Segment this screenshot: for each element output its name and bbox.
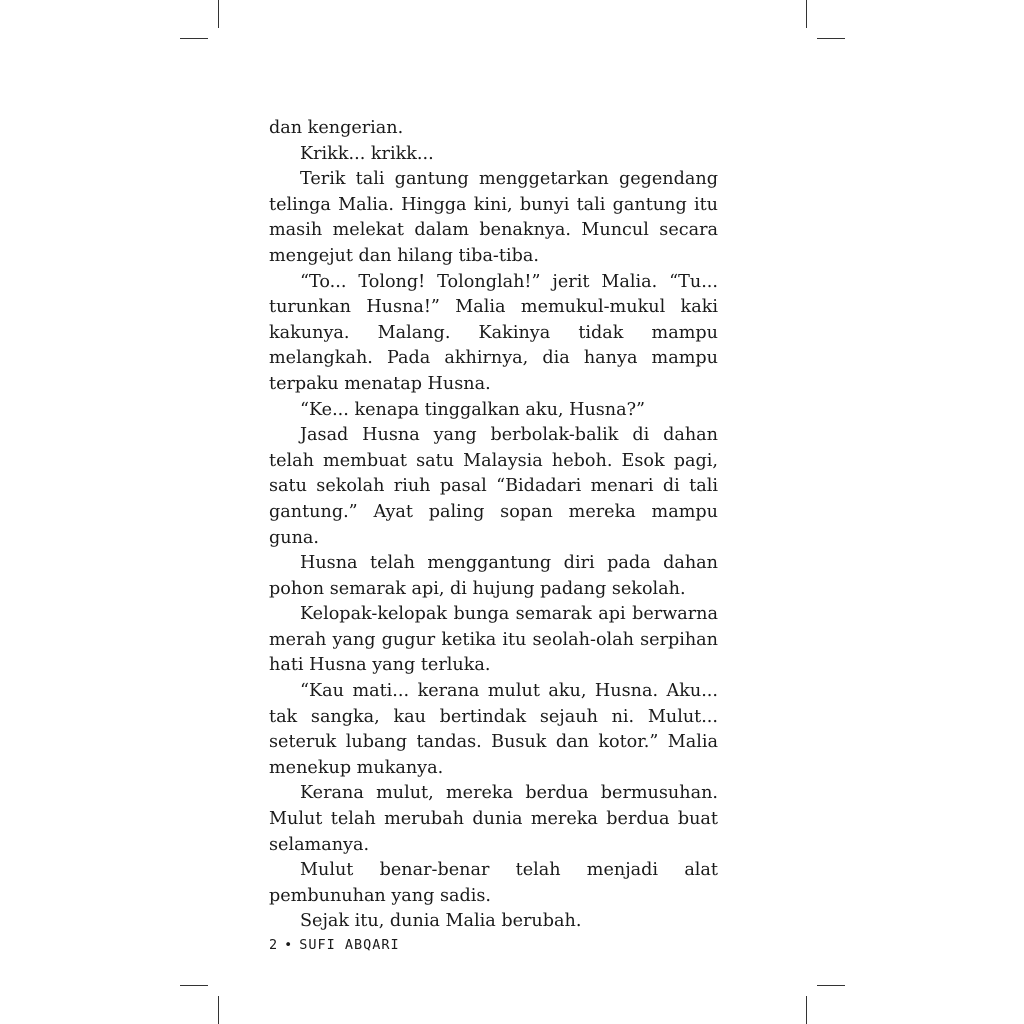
crop-mark-top-right-vertical xyxy=(806,0,807,28)
crop-mark-bottom-right-horizontal xyxy=(817,985,845,986)
paragraph: Husna telah menggantung diri pada dahan pohon semarak api, di hujung padang sekolah. xyxy=(269,553,718,599)
paragraph: Mulut benar-benar telah menjadi alat pembunuhan yang sadis. xyxy=(269,860,718,906)
crop-mark-top-left-horizontal xyxy=(180,38,208,39)
paragraph: Kerana mulut, mereka berdua bermusuhan. Mulut telah merubah dunia mereka berdua buat selamanya. xyxy=(269,783,718,855)
paragraph: Sejak itu, dunia Malia berubah. xyxy=(300,911,582,932)
paragraph: Terik tali gantung menggetarkan gegendang telinga Malia. Hingga kini, bunyi tali gantung itu masih melekat dalam benaknya. Muncul secara mengejut dan hilang tiba-tiba. xyxy=(269,169,718,266)
paragraph: “Ke... kenapa tinggalkan aku, Husna?” xyxy=(300,399,646,420)
paragraph: Jasad Husna yang berbolak-balik di dahan telah membuat satu Malaysia heboh. Esok pagi, satu sekolah riuh pasal “Bidadari menari di tali gantung.” Ayat paling sopan mereka mampu guna. xyxy=(269,425,718,548)
crop-mark-bottom-right-vertical xyxy=(806,996,807,1024)
paragraph: “To... Tolong! Tolonglah!” jerit Malia. “Tu... turunkan Husna!” Malia memukul-mukul kaki kakunya. Malang. Kakinya tidak mampu melangkah. Pada akhirnya, dia hanya mampu terpaku menatap Husna. xyxy=(269,271,718,394)
page-body-text xyxy=(269,116,718,935)
paragraph: dan kengerian. xyxy=(269,118,404,138)
crop-mark-bottom-left-vertical xyxy=(218,996,219,1024)
paragraph: “Kau mati... kerana mulut aku, Husna. Aku... tak sangka, kau bertindak sejauh ni. Mulut... seteruk lubang tandas. Busuk dan kotor.” Malia menekup mukanya. xyxy=(269,681,718,778)
paragraph: Krikk... krikk... xyxy=(300,143,434,164)
crop-mark-top-right-horizontal xyxy=(817,38,845,39)
page-number: 2 xyxy=(269,937,279,953)
crop-mark-top-left-vertical xyxy=(218,0,219,28)
crop-mark-bottom-left-horizontal xyxy=(180,985,208,986)
page-footer xyxy=(269,937,400,953)
paragraph: Kelopak-kelopak bunga semarak api berwarna merah yang gugur ketika itu seolah-olah serpihan hati Husna yang terluka. xyxy=(269,604,718,676)
footer-separator: • xyxy=(284,937,294,953)
running-author: SUFI ABQARI xyxy=(299,937,400,953)
